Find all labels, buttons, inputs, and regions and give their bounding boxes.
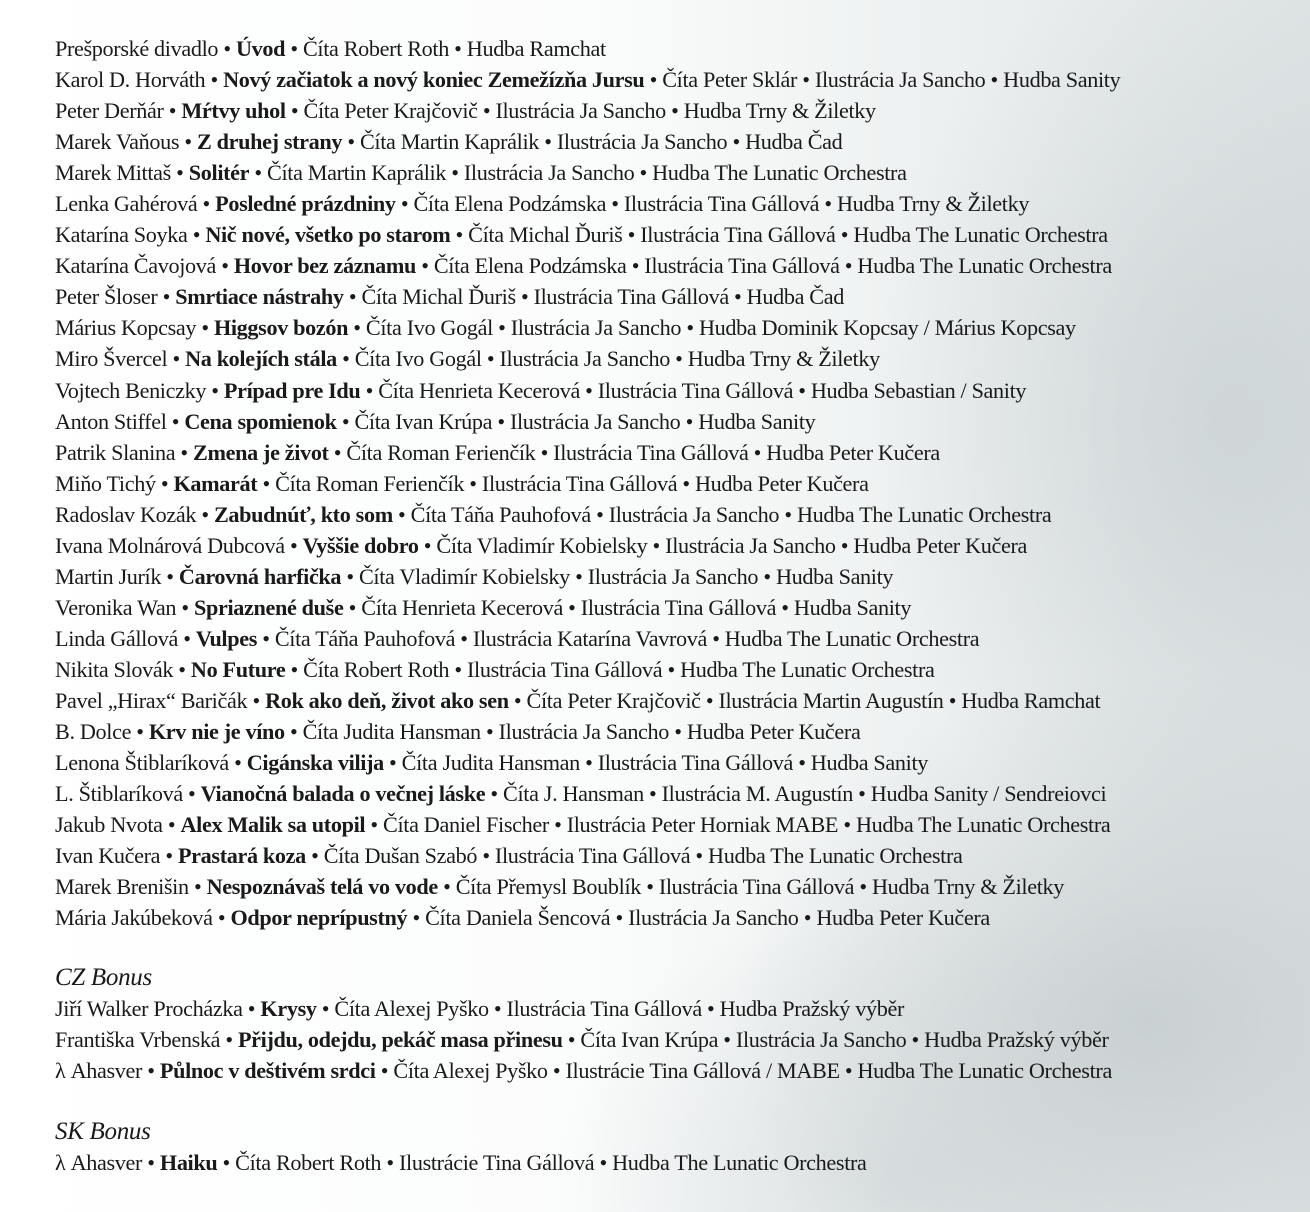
track-entry <box>55 64 1275 95</box>
track-credits: Číta Alexej Pyško • Ilustrácie Tina Gállová / MABE • Hudba The Lunatic Orchestra <box>393 1058 1112 1084</box>
separator: • <box>284 532 303 558</box>
track-title: Hovor bez záznamu <box>233 253 417 279</box>
track-entry <box>55 530 1275 561</box>
track-credits: Číta Martin Kaprálik • Ilustrácia Ja Sancho • Hudba The Lunatic Orchestra <box>267 160 907 186</box>
track-title: Rok ako deň, život ako sen <box>265 687 509 713</box>
separator: • <box>205 67 224 93</box>
separator: • <box>336 346 355 372</box>
separator: • <box>450 222 469 248</box>
track-author: Pavel „Hirax“ Baričák <box>55 687 248 713</box>
track-title: Zmena je život <box>193 439 329 465</box>
track-author: Ivan Kučera <box>55 843 161 869</box>
separator: • <box>142 1149 160 1175</box>
separator: • <box>392 501 411 527</box>
track-entry <box>55 685 1275 716</box>
track-author: Katarína Soyka <box>55 222 188 248</box>
separator: • <box>485 781 504 807</box>
track-entry <box>55 561 1275 592</box>
track-credits: Číta Elena Podzámska • Ilustrácia Tina Gállová • Hudba The Lunatic Orchestra <box>433 253 1112 279</box>
sk-bonus-list <box>55 1147 1275 1178</box>
track-title: Krysy <box>260 996 317 1022</box>
track-author: Ivana Molnárová Dubcová <box>55 532 285 558</box>
separator: • <box>182 781 201 807</box>
track-title: Alex Malik sa utopil <box>180 812 366 838</box>
track-author: Veronika Wan <box>55 594 177 620</box>
track-title: Přijdu, odejdu, pekáč masa přinesu <box>237 1027 563 1053</box>
track-author: Martin Jurík <box>55 563 162 589</box>
separator: • <box>175 439 194 465</box>
track-title: Na kolejích stála <box>185 346 337 372</box>
track-title: Zabudnúť, kto som <box>213 501 393 527</box>
separator: • <box>360 377 379 403</box>
separator: • <box>328 439 347 465</box>
track-title: Cena spomienok <box>184 408 337 434</box>
track-entry <box>55 95 1275 126</box>
track-author: λ Ahasver <box>55 1058 143 1084</box>
separator: • <box>155 470 174 496</box>
track-author: Marek Brenišin <box>55 874 189 900</box>
track-entry <box>55 778 1275 809</box>
separator: • <box>395 191 414 217</box>
cz-bonus-list <box>55 993 1275 1086</box>
separator: • <box>341 563 359 589</box>
track-credits: Číta Roman Ferienčík • Ilustrácia Tina Gállová • Hudba Peter Kučera <box>346 439 940 465</box>
track-credits: Číta Ivan Krúpa • Ilustrácia Ja Sancho • Hudba Pražský výběr <box>580 1027 1109 1053</box>
separator: • <box>257 470 276 496</box>
track-entry <box>55 437 1275 468</box>
separator: • <box>220 1027 238 1053</box>
track-author: Linda Gállová <box>55 625 178 651</box>
track-title: Nič nové, všetko po starom <box>205 222 451 248</box>
separator: • <box>342 129 360 155</box>
track-entry <box>55 499 1275 530</box>
track-entry <box>55 654 1275 685</box>
separator: • <box>212 905 231 931</box>
track-author: Františka Vrbenská <box>55 1027 221 1053</box>
separator: • <box>249 160 267 186</box>
track-entry <box>55 902 1275 933</box>
separator: • <box>218 36 236 61</box>
track-author: Jakub Nvota <box>55 812 163 838</box>
track-credits: Číta Peter Sklár • Ilustrácia Ja Sancho • Hudba Sanity <box>662 67 1121 93</box>
track-credits: Číta Vladimír Kobielsky • Ilustrácia Ja Sancho • Hudba Sanity <box>358 563 894 589</box>
track-entry <box>55 188 1275 219</box>
track-credits: Číta Roman Ferienčík • Ilustrácia Tina Gállová • Hudba Peter Kučera <box>275 470 869 496</box>
separator: • <box>644 67 663 93</box>
track-entry <box>55 1147 1275 1178</box>
track-credits: Číta Daniel Fischer • Ilustrácia Peter Horniak MABE • Hudba The Lunatic Orchestra <box>383 812 1111 838</box>
track-entry <box>55 312 1275 343</box>
track-entry <box>55 406 1275 437</box>
track-title: Haiku <box>159 1149 218 1175</box>
track-credits: Číta Judita Hansman • Ilustrácia Ja Sancho • Hudba Peter Kučera <box>302 719 861 745</box>
track-entry <box>55 219 1275 250</box>
track-author: L. Štiblaríková <box>55 781 183 807</box>
track-author: Patrik Slanina <box>55 439 176 465</box>
separator: • <box>173 656 191 682</box>
track-credits: Číta Henrieta Kecerová • Ilustrácia Tina Gállová • Hudba Sebastian / Sanity <box>378 377 1027 403</box>
track-credits: Číta Henrieta Kecerová • Ilustrácia Tina Gállová • Hudba Sanity <box>361 594 912 620</box>
separator: • <box>375 1058 394 1084</box>
track-entry <box>55 623 1275 654</box>
track-credits: Číta Robert Roth • Hudba Ramchat <box>302 36 606 61</box>
separator: • <box>285 98 304 124</box>
track-credits: Číta Peter Krajčovič • Ilustrácia Martin Augustín • Hudba Ramchat <box>526 687 1101 713</box>
track-author: λ Ahasver <box>55 1149 143 1175</box>
track-title: Prípad pre Idu <box>223 377 361 403</box>
separator: • <box>176 594 194 620</box>
separator: • <box>508 687 527 713</box>
track-title: Z druhej strany <box>197 129 343 155</box>
track-credits: Číta Peter Krajčovič • Ilustrácia Ja Sancho • Hudba Trny & Žiletky <box>303 98 876 124</box>
track-credits: Číta Ivan Krúpa • Ilustrácia Ja Sancho • Hudba Sanity <box>354 408 816 434</box>
track-credits: Číta Táňa Pauhofová • Ilustrácia Katarína Vavrová • Hudba The Lunatic Orchestra <box>274 625 980 651</box>
track-entry <box>55 871 1275 902</box>
separator: • <box>343 284 362 310</box>
separator: • <box>365 812 384 838</box>
track-credits: Číta Ivo Gogál • Ilustrácia Ja Sancho • Hudba Dominik Kopcsay / Márius Kopcsay <box>365 315 1076 341</box>
track-entry <box>55 33 1275 64</box>
track-credits: Číta Alexej Pyško • Ilustrácia Tina Gállová • Hudba Pražský výběr <box>334 996 904 1022</box>
track-title: Krv nie je víno <box>148 719 285 745</box>
track-credits: Číta Ivo Gogál • Ilustrácia Ja Sancho • Hudba Trny & Žiletky <box>354 346 880 372</box>
track-title: Čarovná harfička <box>178 563 342 589</box>
track-title: Vyššie dobro <box>302 532 419 558</box>
separator: • <box>217 1149 236 1175</box>
separator: • <box>343 594 362 620</box>
separator: • <box>179 129 197 155</box>
track-title: Solitér <box>188 160 250 186</box>
separator: • <box>437 874 456 900</box>
sk-bonus-heading: SK Bonus <box>55 1117 151 1145</box>
separator: • <box>285 656 304 682</box>
separator: • <box>188 874 207 900</box>
track-author: Karol D. Horváth <box>55 67 206 93</box>
track-credits: Číta Michal Ďuriš • Ilustrácia Tina Gállová • Hudba Čad <box>361 284 844 310</box>
separator: • <box>157 284 176 310</box>
track-credits: Číta Vladimír Kobielsky • Ilustrácia Ja Sancho • Hudba Peter Kučera <box>436 532 1027 558</box>
track-title: Odpor neprípustný <box>230 905 408 931</box>
separator: • <box>416 253 434 279</box>
track-author: Lenona Štiblaríková <box>55 750 229 776</box>
track-author: Vojtech Beniczky <box>55 377 207 403</box>
separator: • <box>196 501 214 527</box>
track-entry <box>55 747 1275 778</box>
main-track-list <box>55 33 1275 933</box>
track-author: Anton Stiffel <box>55 408 167 434</box>
track-credits: Číta Táňa Pauhofová • Ilustrácia Ja Sancho • Hudba The Lunatic Orchestra <box>410 501 1052 527</box>
separator: • <box>196 315 214 341</box>
track-credits: Číta Martin Kaprálik • Ilustrácia Ja Sancho • Hudba Čad <box>359 129 843 155</box>
track-author: Peter Derňár <box>55 98 164 124</box>
separator: • <box>170 160 189 186</box>
track-listing <box>55 33 1275 1178</box>
separator: • <box>305 843 324 869</box>
track-title: Vulpes <box>195 625 258 651</box>
separator: • <box>257 625 275 651</box>
track-entry <box>55 1055 1275 1086</box>
separator: • <box>172 346 186 372</box>
track-entry <box>55 375 1275 406</box>
track-entry <box>55 592 1275 623</box>
separator: • <box>206 377 224 403</box>
separator: • <box>407 905 426 931</box>
track-title: Smrtiace nástrahy <box>175 284 344 310</box>
track-credits: Číta Elena Podzámska • Ilustrácia Tina Gállová • Hudba Trny & Žiletky <box>413 191 1030 217</box>
track-title: No Future <box>190 656 286 682</box>
track-author: B. Dolce <box>55 719 132 745</box>
track-author: Radoslav Kozák <box>55 501 197 527</box>
track-credits: Číta Dušan Szabó • Ilustrácia Tina Gállová • Hudba The Lunatic Orchestra <box>323 843 963 869</box>
track-entry <box>55 250 1275 281</box>
separator: • <box>216 253 234 279</box>
track-entry <box>55 716 1275 747</box>
separator: • <box>187 222 206 248</box>
track-author: Miro Švercel <box>55 346 173 372</box>
track-title: Nespoznávaš telá vo vode <box>206 874 438 900</box>
separator: • <box>242 996 261 1022</box>
track-author: Katarína Čavojová <box>55 253 217 279</box>
track-title: Spriaznené duše <box>193 594 344 620</box>
track-title: Mŕtvy uhol <box>181 98 286 124</box>
separator: • <box>383 750 402 776</box>
separator: • <box>247 687 266 713</box>
track-entry <box>55 281 1275 312</box>
track-entry <box>55 468 1275 499</box>
track-entry <box>55 993 1275 1024</box>
separator: • <box>562 1027 581 1053</box>
track-entry <box>55 157 1275 188</box>
track-author: Lenka Gahérová <box>55 191 198 217</box>
separator: • <box>163 98 182 124</box>
separator: • <box>178 625 196 651</box>
track-credits: Číta Daniela Šencová • Ilustrácia Ja Sancho • Hudba Peter Kučera <box>425 905 990 931</box>
track-author: Mária Jakúbeková <box>55 905 213 931</box>
track-author: Peter Šloser <box>55 284 158 310</box>
track-title: Kamarát <box>173 470 258 496</box>
separator: • <box>162 812 181 838</box>
track-entry <box>55 809 1275 840</box>
track-entry <box>55 840 1275 871</box>
separator: • <box>166 408 185 434</box>
track-author: Marek Vaňous <box>55 129 180 155</box>
track-title: Vianočná balada o večnej láske <box>200 781 486 807</box>
track-author: Marek Mittaš <box>55 160 171 186</box>
separator: • <box>228 750 247 776</box>
separator: • <box>131 719 149 745</box>
separator: • <box>285 36 303 61</box>
track-credits: Číta Judita Hansman • Ilustrácia Tina Gállová • Hudba Sanity <box>401 750 929 776</box>
track-title: Prastará koza <box>177 843 306 869</box>
track-author: Márius Kopcsay <box>55 315 197 341</box>
track-entry <box>55 1024 1275 1055</box>
track-author: Prešporské divadlo <box>55 36 219 61</box>
separator: • <box>316 996 335 1022</box>
track-author: Miňo Tichý <box>55 470 156 496</box>
track-entry <box>55 126 1275 157</box>
separator: • <box>348 315 366 341</box>
track-credits: Číta Přemysl Boublík • Ilustrácia Tina Gállová • Hudba Trny & Žiletky <box>455 874 1065 900</box>
separator: • <box>142 1058 160 1084</box>
separator: • <box>284 719 303 745</box>
track-credits: Číta Michal Ďuriš • Ilustrácia Tina Gállová • Hudba The Lunatic Orchestra <box>468 222 1108 248</box>
separator: • <box>161 563 179 589</box>
separator: • <box>160 843 178 869</box>
track-title: Higgsov bozón <box>213 315 349 341</box>
track-title: Nový začiatok a nový koniec Zemežízňa Jursu <box>223 67 645 93</box>
track-author: Jiří Walker Procházka <box>55 996 243 1022</box>
track-credits: Číta Robert Roth • Ilustrácia Tina Gállová • Hudba The Lunatic Orchestra <box>303 656 935 682</box>
track-title: Cigánska vilija <box>246 750 384 776</box>
separator: • <box>336 408 355 434</box>
track-title: Posledné prázdniny <box>215 191 396 217</box>
track-credits: Číta J. Hansman • Ilustrácia M. Augustín • Hudba Sanity / Sendreiovci <box>503 781 1107 807</box>
cz-bonus-heading: CZ Bonus <box>55 964 152 992</box>
track-entry <box>55 343 1275 374</box>
separator: • <box>418 532 437 558</box>
track-title: Úvod <box>235 36 286 61</box>
track-credits: Číta Robert Roth • Ilustrácie Tina Gállová • Hudba The Lunatic Orchestra <box>235 1149 867 1175</box>
track-title: Půlnoc v deštivém srdci <box>159 1058 376 1084</box>
separator: • <box>197 191 216 217</box>
track-author: Nikita Slovák <box>55 656 174 682</box>
